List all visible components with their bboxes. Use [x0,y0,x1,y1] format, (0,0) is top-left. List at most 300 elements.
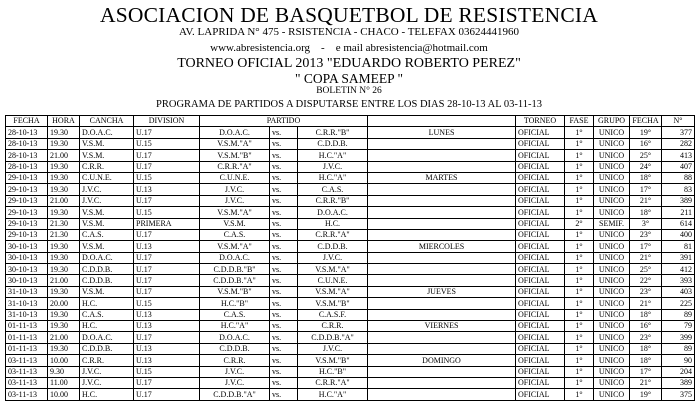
cell-cancha: C.U.N.E. [80,172,134,183]
cell-day [368,207,516,218]
table-row [6,275,695,286]
col-header-grupo: GRUPO [594,116,630,127]
col-header-day [368,116,516,127]
cell-grupo: UNICO [594,172,630,183]
cell-local-team: C.A.S. [200,309,270,320]
cell-division: U.17 [134,389,200,400]
cell-local-team: J.V.C. [200,184,270,195]
cell-torneo: OFICIAL [516,343,565,354]
cell-fecha: 29-10-13 [6,218,48,229]
cell-fecha: 28-10-13 [6,127,48,138]
cell-cancha: H.C. [80,389,134,400]
cell-visiting-team: H.C."B" [298,366,368,377]
cell-hora: 19.30 [48,343,80,354]
cell-local-team: V.S.M."B" [200,150,270,161]
cell-fecha-number: 23° [630,286,662,297]
cell-fase: 1° [565,184,594,195]
col-header-fase: FASE [565,116,594,127]
table-row [6,343,695,354]
cell-fecha: 30-10-13 [6,241,48,252]
cell-match-number: 90 [662,355,695,366]
cell-fecha-number: 23° [630,229,662,240]
cell-fecha-number: 25° [630,150,662,161]
address-line: AV. LAPRIDA N° 475 - RSISTENCIA - CHACO - TELEFAX 03624441960 [178,26,520,38]
cell-vs: vs. [270,172,298,183]
col-header-partido: PARTIDO [200,116,368,127]
cell-fecha-number: 19° [630,127,662,138]
cell-local-team: C.A.S. [200,229,270,240]
cell-hora: 20.00 [48,298,80,309]
cell-visiting-team: H.C."A" [298,389,368,400]
cell-fase: 1° [565,332,594,343]
cell-fecha-number: 18° [630,343,662,354]
cell-fecha-number: 21° [630,195,662,206]
cell-torneo: OFICIAL [516,218,565,229]
cell-match-number: 412 [662,264,695,275]
cell-grupo: UNICO [594,264,630,275]
cell-fecha: 01-11-13 [6,321,48,332]
cell-hora: 19.30 [48,184,80,195]
cell-vs: vs. [270,321,298,332]
cell-visiting-team: C.A.S. [298,184,368,195]
cell-fecha-number: 17° [630,184,662,195]
cell-local-team: D.O.A.C. [200,252,270,263]
cell-torneo: OFICIAL [516,184,565,195]
cell-vs: vs. [270,298,298,309]
cell-division: U.17 [134,275,200,286]
cell-fecha: 29-10-13 [6,229,48,240]
cell-visiting-team: C.R.R."B" [298,195,368,206]
cell-fase: 1° [565,207,594,218]
cell-division: U.15 [134,172,200,183]
cell-day [368,343,516,354]
cell-local-team: C.R.R."A" [200,161,270,172]
cell-vs: vs. [270,184,298,195]
col-header-division: DIVISION [134,116,200,127]
cell-fecha: 29-10-13 [6,172,48,183]
table-header-row [6,116,695,127]
cell-match-number: 211 [662,207,695,218]
cell-hora: 19.30 [48,241,80,252]
table-row [6,241,695,252]
cell-division: U.13 [134,241,200,252]
cell-fecha: 30-10-13 [6,264,48,275]
cell-fecha: 01-11-13 [6,343,48,354]
cell-fecha-number: 24° [630,161,662,172]
cell-fecha-number: 18° [630,355,662,366]
cell-cancha: V.S.M. [80,218,134,229]
table-row [6,127,695,138]
cell-cancha: V.S.M. [80,138,134,149]
cell-hora: 10.00 [48,355,80,366]
cell-hora: 19.30 [48,207,80,218]
cell-hora: 9.30 [48,366,80,377]
cell-grupo: UNICO [594,207,630,218]
cell-torneo: OFICIAL [516,389,565,400]
table-row [6,389,695,400]
cell-fase: 1° [565,161,594,172]
cell-cancha: H.C. [80,298,134,309]
cell-day [368,389,516,400]
table-row [6,184,695,195]
col-header-fecha: FECHA [6,116,48,127]
cell-local-team: V.S.M."A" [200,207,270,218]
cell-torneo: OFICIAL [516,309,565,320]
cell-day [368,332,516,343]
cell-day [368,161,516,172]
cell-visiting-team: H.C. [298,218,368,229]
cell-vs: vs. [270,286,298,297]
cell-fecha-number: 18° [630,309,662,320]
cell-fecha: 28-10-13 [6,150,48,161]
cell-fecha-number: 22° [630,275,662,286]
cell-fecha: 29-10-13 [6,195,48,206]
cell-fase: 1° [565,343,594,354]
cell-match-number: 407 [662,161,695,172]
cell-fecha-number: 17° [630,241,662,252]
fixture-table [5,115,695,401]
cell-local-team: C.D.D.B."B" [200,264,270,275]
cell-torneo: OFICIAL [516,355,565,366]
cell-cancha: J.V.C. [80,377,134,388]
cell-match-number: 282 [662,138,695,149]
cell-fase: 1° [565,138,594,149]
cell-fecha: 29-10-13 [6,184,48,195]
cell-hora: 21.30 [48,229,80,240]
cell-match-number: 225 [662,298,695,309]
cell-grupo: UNICO [594,377,630,388]
cell-match-number: 393 [662,275,695,286]
cell-grupo: UNICO [594,127,630,138]
cell-grupo: UNICO [594,343,630,354]
cell-local-team: J.V.C. [200,377,270,388]
cell-local-team: J.V.C. [200,366,270,377]
table-row [6,229,695,240]
cell-fase: 1° [565,172,594,183]
cell-local-team: D.O.A.C. [200,127,270,138]
cell-local-team: H.C."B" [200,298,270,309]
cell-match-number: 88 [662,172,695,183]
cell-match-number: 614 [662,218,695,229]
cell-torneo: OFICIAL [516,264,565,275]
cell-hora: 21.00 [48,150,80,161]
cell-visiting-team: C.A.S.F. [298,309,368,320]
cell-hora: 19.30 [48,127,80,138]
cell-match-number: 79 [662,321,695,332]
cell-match-number: 83 [662,184,695,195]
cell-visiting-team: V.S.M."A" [298,264,368,275]
cell-visiting-team: H.C."A" [298,172,368,183]
cell-day: VIERNES [368,321,516,332]
cell-grupo: UNICO [594,229,630,240]
cell-vs: vs. [270,275,298,286]
cell-fecha: 03-11-13 [6,355,48,366]
table-row [6,138,695,149]
cell-cancha: J.V.C. [80,195,134,206]
cell-match-number: 89 [662,309,695,320]
cell-local-team: C.U.N.E. [200,172,270,183]
cell-fecha: 01-11-13 [6,332,48,343]
cell-division: U.15 [134,138,200,149]
cell-torneo: OFICIAL [516,298,565,309]
cell-fecha: 31-10-13 [6,298,48,309]
cell-fecha-number: 21° [630,377,662,388]
col-header-fecha-number: FECHA [630,116,662,127]
cell-grupo: UNICO [594,150,630,161]
cell-local-team: H.C."A" [200,321,270,332]
cell-grupo: UNICO [594,321,630,332]
cell-cancha: V.S.M. [80,150,134,161]
program-subtitle: PROGRAMA DE PARTIDOS A DISPUTARSE ENTRE LOS DIAS 28-10-13 AL 03-11-13 [156,99,542,110]
cell-grupo: UNICO [594,286,630,297]
table-row [6,355,695,366]
cell-fase: 1° [565,275,594,286]
col-header-number: N° [662,116,695,127]
cell-day [368,184,516,195]
cell-vs: vs. [270,343,298,354]
cell-fecha: 31-10-13 [6,309,48,320]
cell-division: U.15 [134,366,200,377]
cell-fecha-number: 3° [630,218,662,229]
cell-vs: vs. [270,195,298,206]
table-row [6,366,695,377]
cell-hora: 19.30 [48,264,80,275]
cell-hora: 19.30 [48,172,80,183]
cell-day [368,150,516,161]
cell-torneo: OFICIAL [516,138,565,149]
cell-grupo: SEMIF. [594,218,630,229]
cell-hora: 19.30 [48,138,80,149]
cell-day [368,229,516,240]
table-row [6,298,695,309]
cell-fecha: 28-10-13 [6,138,48,149]
cell-fecha: 30-10-13 [6,275,48,286]
cell-match-number: 375 [662,389,695,400]
cell-fecha-number: 17° [630,366,662,377]
cell-day [368,298,516,309]
cell-grupo: UNICO [594,241,630,252]
cell-division: U.17 [134,332,200,343]
cell-fecha: 03-11-13 [6,377,48,388]
cell-day: DOMINGO [368,355,516,366]
cell-day: MIERCOLES [368,241,516,252]
col-header-cancha: CANCHA [80,116,134,127]
cell-fecha: 29-10-13 [6,207,48,218]
cell-division: U.17 [134,150,200,161]
col-header-hora: HORA [48,116,80,127]
cell-grupo: UNICO [594,366,630,377]
cell-match-number: 204 [662,366,695,377]
cell-division: U.17 [134,161,200,172]
cell-vs: vs. [270,161,298,172]
cell-division: U.13 [134,343,200,354]
cell-vs: vs. [270,218,298,229]
cell-fase: 1° [565,150,594,161]
cell-torneo: OFICIAL [516,150,565,161]
cell-local-team: V.S.M."A" [200,241,270,252]
cell-vs: vs. [270,366,298,377]
cell-division: U.17 [134,264,200,275]
cell-visiting-team: C.U.N.E. [298,275,368,286]
cell-cancha: V.S.M. [80,241,134,252]
cell-cancha: J.V.C. [80,366,134,377]
cell-fecha-number: 18° [630,172,662,183]
cell-fase: 1° [565,389,594,400]
cell-torneo: OFICIAL [516,127,565,138]
cell-day [368,264,516,275]
cell-hora: 21.00 [48,195,80,206]
cell-hora: 10.00 [48,389,80,400]
cell-fecha-number: 16° [630,138,662,149]
cell-day [368,195,516,206]
cell-cancha: V.S.M. [80,286,134,297]
cell-vs: vs. [270,138,298,149]
cell-visiting-team: C.R.R."A" [298,229,368,240]
cell-match-number: 413 [662,150,695,161]
cell-visiting-team: V.S.M."A" [298,286,368,297]
cell-torneo: OFICIAL [516,286,565,297]
cell-cancha: C.D.D.B. [80,275,134,286]
cell-torneo: OFICIAL [516,241,565,252]
cell-torneo: OFICIAL [516,207,565,218]
cell-hora: 19.30 [48,309,80,320]
cell-division: U.17 [134,252,200,263]
cell-grupo: UNICO [594,298,630,309]
cell-torneo: OFICIAL [516,252,565,263]
cell-local-team: C.R.R. [200,355,270,366]
cell-fase: 1° [565,264,594,275]
cell-local-team: V.S.M. [200,218,270,229]
cell-visiting-team: C.R.R."A" [298,377,368,388]
cell-fase: 1° [565,252,594,263]
cell-torneo: OFICIAL [516,377,565,388]
cell-grupo: UNICO [594,184,630,195]
cell-fase: 2° [565,218,594,229]
cell-fase: 1° [565,286,594,297]
cell-division: U.17 [134,286,200,297]
cell-fase: 1° [565,377,594,388]
cell-vs: vs. [270,264,298,275]
table-row [6,332,695,343]
cell-division: U.17 [134,127,200,138]
cell-hora: 21.30 [48,218,80,229]
cell-day: LUNES [368,127,516,138]
cell-vs: vs. [270,127,298,138]
cell-fecha-number: 16° [630,321,662,332]
cell-day [368,309,516,320]
cell-fase: 1° [565,309,594,320]
cell-grupo: UNICO [594,389,630,400]
cell-match-number: 389 [662,377,695,388]
cell-fecha-number: 25° [630,264,662,275]
cell-fase: 1° [565,127,594,138]
cell-visiting-team: V.S.M."B" [298,355,368,366]
cell-visiting-team: J.V.C. [298,252,368,263]
table-row [6,172,695,183]
cell-cancha: D.O.A.C. [80,252,134,263]
cell-fase: 1° [565,298,594,309]
cell-fecha-number: 23° [630,332,662,343]
cell-torneo: OFICIAL [516,332,565,343]
cell-local-team: C.D.D.B."A" [200,275,270,286]
cell-grupo: UNICO [594,138,630,149]
cell-match-number: 81 [662,241,695,252]
cell-fase: 1° [565,355,594,366]
cell-grupo: UNICO [594,275,630,286]
cell-hora: 21.00 [48,275,80,286]
cup-title: " COPA SAMEEP " [295,71,403,86]
cell-cancha: V.S.M. [80,207,134,218]
cell-visiting-team: H.C."A" [298,150,368,161]
cell-visiting-team: C.D.D.B. [298,138,368,149]
table-row [6,195,695,206]
cell-fase: 1° [565,321,594,332]
cell-visiting-team: C.R.R."B" [298,127,368,138]
cell-fecha: 31-10-13 [6,286,48,297]
cell-grupo: UNICO [594,332,630,343]
cell-visiting-team: J.V.C. [298,161,368,172]
table-row [6,377,695,388]
cell-visiting-team: C.R.R. [298,321,368,332]
table-row [6,309,695,320]
cell-match-number: 389 [662,195,695,206]
cell-division: U.13 [134,355,200,366]
cell-hora: 19.30 [48,286,80,297]
cell-fecha-number: 19° [630,389,662,400]
cell-hora: 19.30 [48,321,80,332]
cell-visiting-team: C.D.D.B. [298,241,368,252]
cell-grupo: UNICO [594,355,630,366]
cell-torneo: OFICIAL [516,321,565,332]
cell-visiting-team: C.D.D.B."A" [298,332,368,343]
cell-fecha: 03-11-13 [6,366,48,377]
cell-local-team: V.S.M."B" [200,286,270,297]
cell-torneo: OFICIAL [516,172,565,183]
cell-local-team: D.O.A.C. [200,332,270,343]
cell-day: JUEVES [368,286,516,297]
cell-division: U.13 [134,184,200,195]
cell-match-number: 377 [662,127,695,138]
cell-torneo: OFICIAL [516,195,565,206]
cell-grupo: UNICO [594,309,630,320]
cell-fecha: 30-10-13 [6,252,48,263]
cell-cancha: C.R.R. [80,161,134,172]
cell-day [368,252,516,263]
cell-fase: 1° [565,195,594,206]
table-row [6,218,695,229]
cell-day [368,218,516,229]
cell-day: MARTES [368,172,516,183]
cell-cancha: C.A.S. [80,309,134,320]
cell-division: U.17 [134,229,200,240]
cell-hora: 19.30 [48,161,80,172]
cell-cancha: C.R.R. [80,355,134,366]
table-row [6,252,695,263]
document-title: ASOCIACION DE BASQUETBOL DE RESISTENCIA [100,3,598,27]
table-row [6,264,695,275]
cell-division: U.17 [134,377,200,388]
cell-visiting-team: V.S.M."B" [298,298,368,309]
cell-torneo: OFICIAL [516,229,565,240]
cell-local-team: C.D.D.B."A" [200,389,270,400]
cell-division: U.15 [134,298,200,309]
cell-local-team: C.D.D.B. [200,343,270,354]
cell-hora: 21.00 [48,332,80,343]
table-row [6,161,695,172]
cell-visiting-team: J.V.C. [298,343,368,354]
cell-division: U.13 [134,309,200,320]
tournament-title: TORNEO OFICIAL 2013 "EDUARDO ROBERTO PEREZ" [177,56,521,71]
